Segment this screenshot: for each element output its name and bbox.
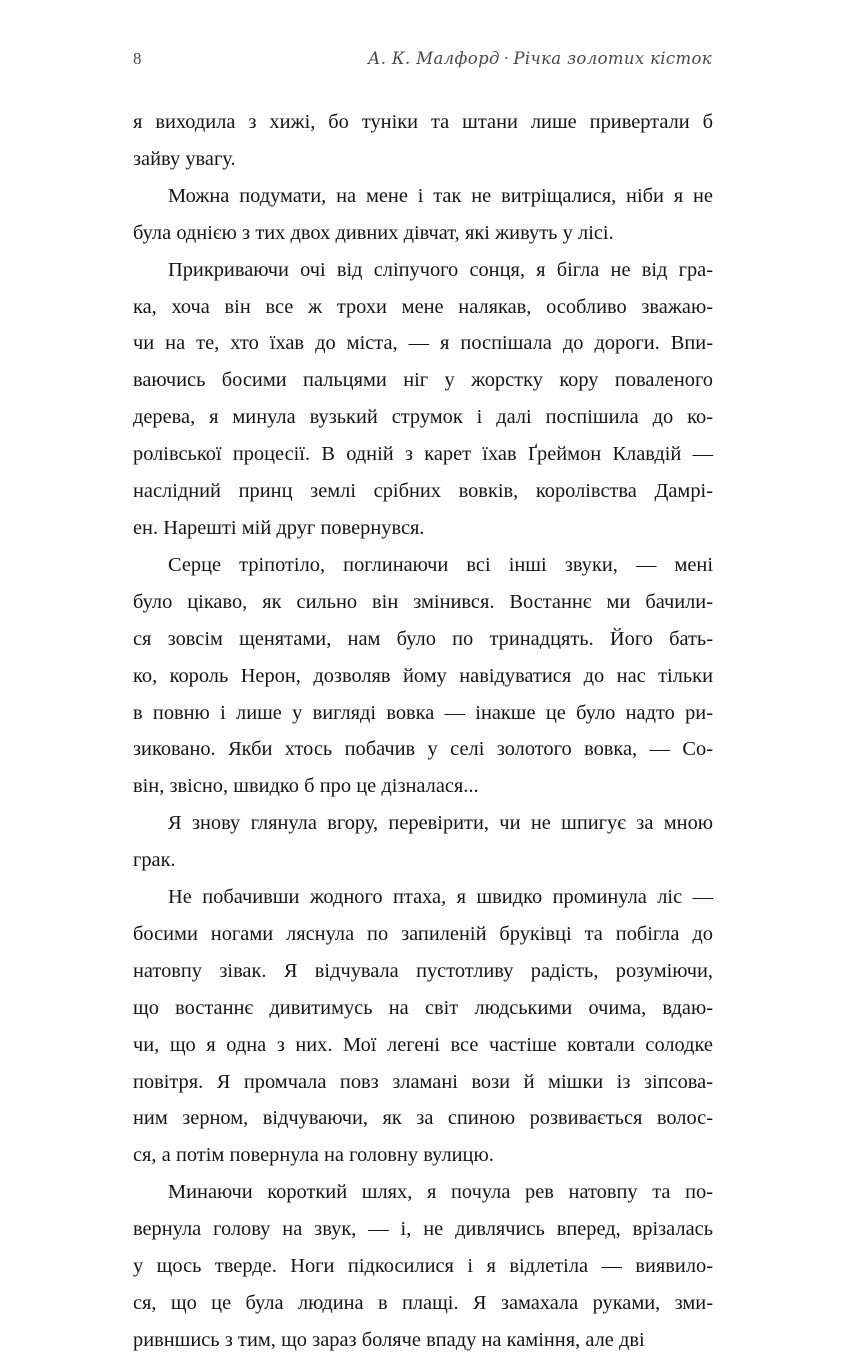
running-header	[133, 50, 712, 78]
text-line: було цікаво, як сильно він змінився. Востаннє ми бачили-	[133, 590, 713, 613]
paragraph	[133, 879, 713, 1174]
text-line: зиковано. Якби хтось побачив у селі золотого вовка, — Со-	[133, 738, 713, 761]
text-line: ся, а потім повернула на головну вулицю.	[133, 1144, 494, 1167]
text-line: чи на те, хто їхав до міста, — я поспішала до дороги. Впи-	[133, 332, 713, 355]
text-line: що востаннє дивитимусь на світ людськими очима, вдаю-	[133, 996, 713, 1019]
text-line: ролівської процесії. В одній з карет їхав Ґреймон Клавдій —	[133, 443, 713, 466]
paragraph	[133, 252, 713, 547]
body-text-block	[133, 104, 713, 1359]
text-line: ривншись з тим, що зараз боляче впаду на каміння, але дві	[133, 1328, 645, 1351]
text-line: Серце тріпотіло, поглинаючи всі інші звуки, — мені	[168, 553, 713, 576]
text-line: була однією з тих двох дивних дівчат, які живуть у лісі.	[133, 221, 614, 244]
text-line: він, звісно, швидко б про це дізналася...	[133, 775, 479, 798]
paragraph	[133, 178, 713, 252]
running-head-author: А. К. Малфорд	[367, 49, 500, 68]
text-line: ним зерном, відчуваючи, як за спиною розвивається волос-	[133, 1107, 713, 1130]
running-head-separator: ·	[503, 49, 510, 68]
text-line: грак.	[133, 849, 176, 872]
page-number: 8	[133, 49, 142, 68]
text-line: Можна подумати, на мене і так не витріщалися, ніби я не	[168, 184, 713, 207]
text-line: ваючись босими пальцями ніг у жорстку кору поваленого	[133, 369, 713, 392]
text-line: ка, хоча він все ж трохи мене налякав, особливо зважаю-	[133, 295, 713, 318]
running-head-book-title: Річка золотих кісток	[513, 49, 712, 68]
text-line: ко, король Нерон, дозволяв йому навідуватися до нас тільки	[133, 664, 713, 687]
text-line: зайву увагу.	[133, 147, 236, 170]
text-line: дерева, я минула вузький струмок і далі поспішила до ко-	[133, 406, 713, 429]
paragraph	[133, 805, 713, 879]
text-line: у щось тверде. Ноги підкосилися і я відлетіла — виявило-	[133, 1255, 713, 1278]
text-line: Я знову глянула вгору, перевірити, чи не шпигує за мною	[168, 812, 713, 835]
text-line: ся зовсім щенятами, нам було по тринадцять. Його бать-	[133, 627, 713, 650]
paragraph	[133, 1174, 713, 1359]
text-line: вернула голову на звук, — і, не дивлячись вперед, врізалась	[133, 1218, 713, 1241]
text-line: босими ногами ляснула по запиленій бруківці та побігла до	[133, 922, 713, 945]
text-line: ся, що це була людина в плащі. Я замахала руками, зми-	[133, 1292, 713, 1314]
text-line: Минаючи короткий шлях, я почула рев натовпу та по-	[168, 1181, 713, 1204]
text-line: ен. Нарешті мій друг повернувся.	[133, 516, 425, 539]
text-line: в повню і лише у вигляді вовка — інакше це було надто ри-	[133, 701, 713, 724]
text-line: наслідний принц землі срібних вовків, королівства Дамрі-	[133, 480, 713, 503]
text-line: повітря. Я промчала повз зламані вози й мішки із зіпсова-	[133, 1070, 713, 1093]
text-line: я виходила з хижі, бо туніки та штани лише привертали б	[133, 111, 713, 133]
text-line: натовпу зівак. Я відчувала пустотливу радість, розуміючи,	[133, 959, 713, 982]
text-line: чи, що я одна з них. Мої легені все частіше ковтали солодке	[133, 1033, 713, 1056]
paragraph	[133, 547, 713, 805]
text-line: Прикриваючи очі від сліпучого сонця, я бігла не від гра-	[168, 258, 713, 281]
running-head-title	[368, 51, 712, 68]
text-line: Не побачивши жодного птаха, я швидко проминула ліс —	[168, 886, 713, 909]
paragraph	[133, 104, 713, 178]
